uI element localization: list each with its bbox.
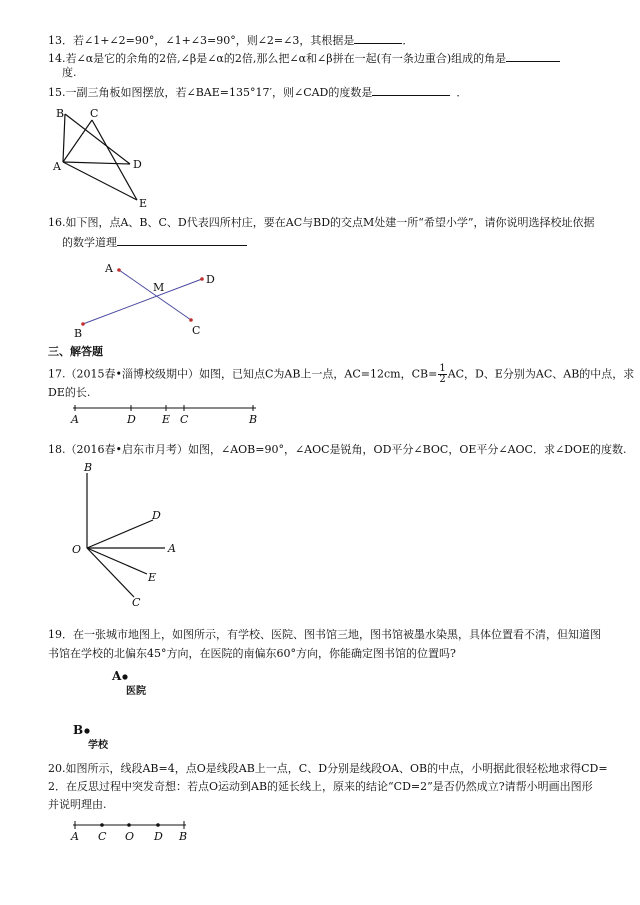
q18-label-b: B [84, 461, 93, 474]
q17-label-e: E [162, 413, 171, 426]
q20-label-b: B [179, 830, 188, 843]
q16-text: 的数学道理 [62, 236, 117, 249]
q17-line2: DE的长. [48, 386, 91, 399]
q19-label-school: 学校 [88, 740, 108, 751]
q19-label-hospital: 医院 [126, 686, 146, 697]
q20-label-a: A [71, 830, 79, 843]
q20-point-o [127, 823, 131, 827]
q15-text: 15.一副三角板如图摆放，若∠BAE=135°17′，则∠CAD的度数是 [48, 86, 373, 99]
q16-line1: 16.如下图，点A、B、C、D代表四所村庄，要在AC与BD的交点M处建一所“希望小学”，请你说明选择校址依据 [48, 216, 595, 229]
q18-text: 18.（2016春•启东市月考）如图，∠AOB=90°，∠AOC是锐角，OD平分∠BOC，OE平分∠AOC．求∠DOE的度数. [48, 443, 627, 456]
q20-line3: 并说明理由. [48, 798, 107, 811]
q17-label-d: D [127, 413, 136, 426]
q13-end: ． [402, 34, 414, 47]
q20-line2: 2．在反思过程中突发奇想：若点O运动到AB的延长线上，原来的结论“CD=2”是否仍然成立?请帮小明画出图形 [48, 780, 593, 793]
q14-line2: 度. [62, 66, 77, 79]
q15-label-b: B [56, 107, 65, 120]
q18-label-a: A [168, 542, 176, 555]
q18-label-o: O [72, 543, 82, 556]
q19-line2: 书馆在学校的北偏东45°方向，在医院的南偏东60°方向，你能确定图书馆的位置吗? [48, 647, 456, 660]
q20-label-o: O [125, 830, 135, 843]
q17-label-a: A [71, 413, 79, 426]
q20-label-c: C [98, 830, 107, 843]
q13-text: 13．若∠1+∠2=90°，∠1+∠3=90°，则∠2=∠3，其根据是 [48, 34, 355, 47]
q18-label-d: D [152, 509, 161, 522]
q18-label-c: C [132, 596, 141, 609]
q17-pre: 17.（2015春•淄博校级期中）如图，已知点C为AB上一点，AC=12cm，CB= [48, 367, 438, 381]
q20-point-d [156, 823, 160, 827]
q16-label-b: B [74, 327, 83, 340]
q16-label-c: C [192, 324, 201, 337]
q16-label-m: M [153, 281, 165, 294]
q15-label-c: C [90, 107, 99, 120]
q17-label-c: C [180, 413, 189, 426]
q16-label-d: D [206, 273, 215, 286]
q14-text: 14.若∠α是它的余角的2倍,∠β是∠α的2倍,那么把∠α和∠β拼在一起(有一条边重合)组成的角是 [48, 52, 507, 65]
q15-end: ． [456, 86, 468, 99]
q17-frac-den: 2 [439, 374, 446, 385]
q18-label-e: E [148, 571, 157, 584]
q19-line1: 19．在一张城市地图上，如图所示，有学校、医院、图书馆三地，图书馆被墨水染黑，具体位置看不清，但知道图 [48, 628, 601, 641]
q19-label-a: A [112, 669, 122, 683]
q15-label-d: D [133, 158, 142, 171]
q17-label-b: B [249, 413, 258, 426]
q16-label-a: A [105, 262, 113, 275]
q15-label-e: E [139, 197, 148, 210]
q20-label-d: D [154, 830, 163, 843]
q19-label-b: B [73, 723, 84, 737]
section-title: 三、解答题 [48, 345, 103, 358]
q15-label-a: A [53, 160, 61, 173]
q20-line1: 20.如图所示，线段AB=4，点O是线段AB上一点，C、D分别是线段OA、OB的中点，小明据此很轻松地求得CD= [48, 762, 608, 775]
q17-post: AC，D、E分别为AC、AB的中点，求 [447, 367, 635, 381]
q17-frac-num: 1 [439, 363, 446, 374]
q20-point-c [100, 823, 104, 827]
